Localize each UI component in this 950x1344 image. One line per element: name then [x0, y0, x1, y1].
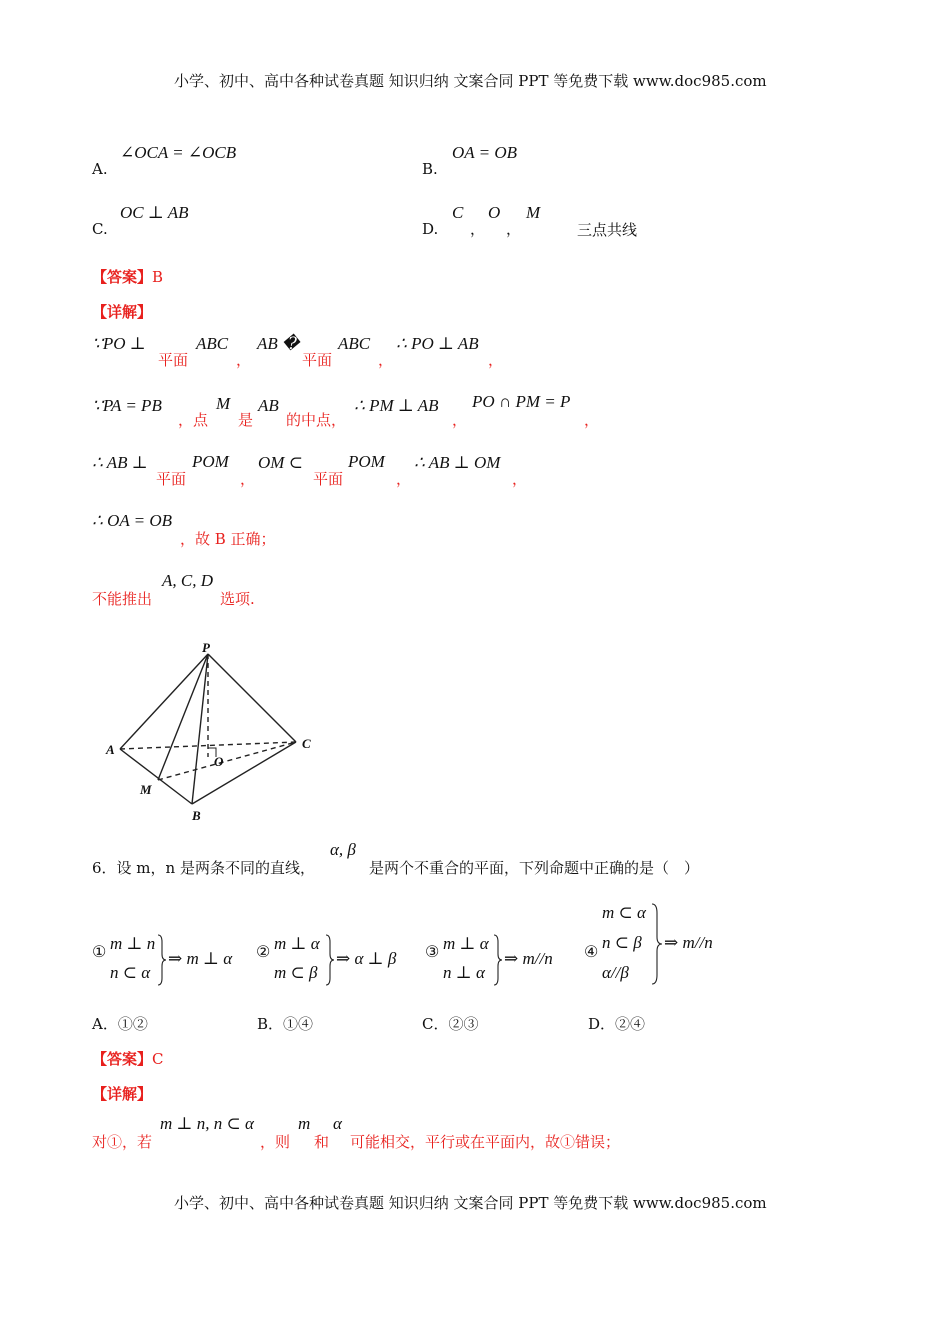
l4-a: ∴ OA = OB [92, 511, 173, 530]
edge-pa [120, 654, 208, 749]
p4-bot: α//β [602, 963, 629, 982]
l3-g: POM [348, 452, 385, 471]
l4-b: ，故 B 正确； [180, 530, 276, 548]
q6-d1-a: 对①，若 [92, 1133, 153, 1151]
p2-bot: m ⊂ β [274, 963, 318, 982]
segment-mc [158, 742, 296, 780]
option-c-label: C. [92, 220, 108, 238]
l3-e: OM ⊂ [258, 453, 303, 472]
l1-i: ∴ PO ⊥ AB [396, 334, 479, 353]
edge-pm [158, 654, 208, 780]
l2-j: ， [584, 411, 600, 429]
p4-res: ⇒ m//n [664, 933, 713, 952]
l2-i: PO ∩ PM = P [472, 392, 571, 411]
q6-answer-value: C [152, 1050, 164, 1068]
p2-top: m ⊥ α [274, 934, 320, 953]
p4-mid: n ⊂ β [602, 933, 642, 952]
q6-d1-e: 和 [314, 1133, 330, 1151]
option-a-math: ∠OCA = ∠OCB [120, 143, 237, 162]
edge-bc [192, 742, 296, 804]
l1-g: ABC [338, 334, 371, 353]
q6-stem-c: 是两个不重合的平面，下列命题中正确的是（ ） [369, 859, 700, 877]
option-d-point-c: C [452, 203, 464, 222]
l5-c: 选项. [220, 590, 255, 608]
q6-option-c: C．②③ [422, 1015, 479, 1033]
p1-num: ① [92, 942, 107, 961]
label-c: C [302, 736, 311, 751]
label-p: P [202, 640, 210, 655]
option-d-label: D. [422, 220, 439, 238]
l1-e: AB � [257, 334, 300, 353]
option-c-math: OC ⊥ AB [120, 203, 189, 222]
p2-brace [324, 934, 336, 986]
l3-i: ∴ AB ⊥ OM [414, 453, 501, 472]
l2-c: M [216, 394, 231, 413]
l3-b: 平面 [156, 470, 187, 488]
l1-h: ， [378, 351, 394, 369]
q6-d1-f: α [333, 1114, 342, 1133]
l1-j: ， [488, 351, 504, 369]
p4-num: ④ [584, 942, 599, 961]
q6-answer-section [92, 1048, 164, 1069]
p1-res: ⇒ m ⊥ α [168, 949, 233, 968]
q6-d1-g: 可能相交，平行或在平面内，故①错误； [350, 1133, 621, 1151]
p1-top: m ⊥ n [110, 934, 156, 953]
option-d-text: 三点共线 [577, 221, 638, 239]
q6-stem-b: α, β [330, 840, 356, 859]
p1-bot: n ⊂ α [110, 963, 151, 982]
edge-pb [192, 654, 208, 804]
q6-option-a: A．①② [92, 1015, 148, 1033]
page-header: 小学、初中、高中各种试卷真题 知识归纳 文案合同 PPT 等免费下载 www.doc985.com [174, 72, 767, 90]
option-a-label: A. [92, 160, 108, 178]
l3-c: POM [192, 452, 229, 471]
detail-label: 【详解】 [92, 303, 153, 321]
l2-b: ，点 [178, 411, 209, 429]
l3-d: ， [240, 470, 256, 488]
p3-bot: n ⊥ α [443, 963, 485, 982]
p4-top: m ⊂ α [602, 903, 646, 922]
p1-brace [156, 934, 168, 986]
l1-a: ∵PO ⊥ [92, 334, 146, 353]
p2-num: ② [256, 942, 271, 961]
label-m: M [140, 782, 152, 797]
option-b-math: OA = OB [452, 143, 517, 162]
p3-num: ③ [425, 942, 440, 961]
answer-section [92, 266, 163, 287]
p3-res: ⇒ m//n [504, 949, 553, 968]
l5-a: 不能推出 [92, 590, 153, 608]
q6-d1-b: m ⊥ n, n ⊂ α [160, 1114, 254, 1133]
l3-f: 平面 [313, 470, 344, 488]
q6-stem-a: 6．设 m，n 是两条不同的直线， [92, 859, 315, 877]
l5-b: A, C, D [162, 571, 213, 590]
option-d-comma-2: ， [506, 220, 522, 238]
q6-d1-d: m [298, 1114, 311, 1133]
l1-c: ABC [196, 334, 229, 353]
l1-f: 平面 [302, 351, 333, 369]
option-d-comma-1: ， [470, 220, 486, 238]
edge-ab [120, 749, 192, 804]
q6-d1-c: ，则 [260, 1133, 291, 1151]
l1-d: ， [236, 351, 252, 369]
answer-value: B [152, 268, 164, 286]
answer-label: 【答案】 [92, 268, 153, 286]
edge-pc [208, 654, 296, 742]
p3-brace [492, 934, 504, 986]
label-o: O [214, 754, 224, 769]
l3-a: ∴ AB ⊥ [92, 453, 148, 472]
q6-answer-label: 【答案】 [92, 1050, 153, 1068]
q6-option-d: D．②④ [588, 1015, 646, 1033]
option-d-point-o: O [488, 203, 501, 222]
pyramid-figure [96, 636, 326, 826]
label-a: A [106, 742, 115, 757]
l2-h: ， [452, 411, 468, 429]
l1-b: 平面 [158, 351, 189, 369]
option-b-label: B. [422, 160, 438, 178]
page-footer: 小学、初中、高中各种试卷真题 知识归纳 文案合同 PPT 等免费下载 www.doc985.com [174, 1194, 767, 1212]
label-b: B [192, 808, 201, 823]
p4-brace [650, 903, 664, 985]
p3-top: m ⊥ α [443, 934, 489, 953]
p2-res: ⇒ α ⊥ β [336, 949, 397, 968]
l3-h: ， [396, 470, 412, 488]
q6-option-b: B．①④ [257, 1015, 314, 1033]
l2-a: ∵PA = PB [92, 396, 162, 415]
l2-d: 是 [238, 411, 254, 429]
option-d-point-m: M [526, 203, 541, 222]
l2-g: ∴ PM ⊥ AB [354, 396, 439, 415]
l2-e: AB [258, 396, 279, 415]
l3-j: ， [512, 470, 528, 488]
l2-f: 的中点， [286, 411, 347, 429]
q6-detail-label: 【详解】 [92, 1085, 153, 1103]
